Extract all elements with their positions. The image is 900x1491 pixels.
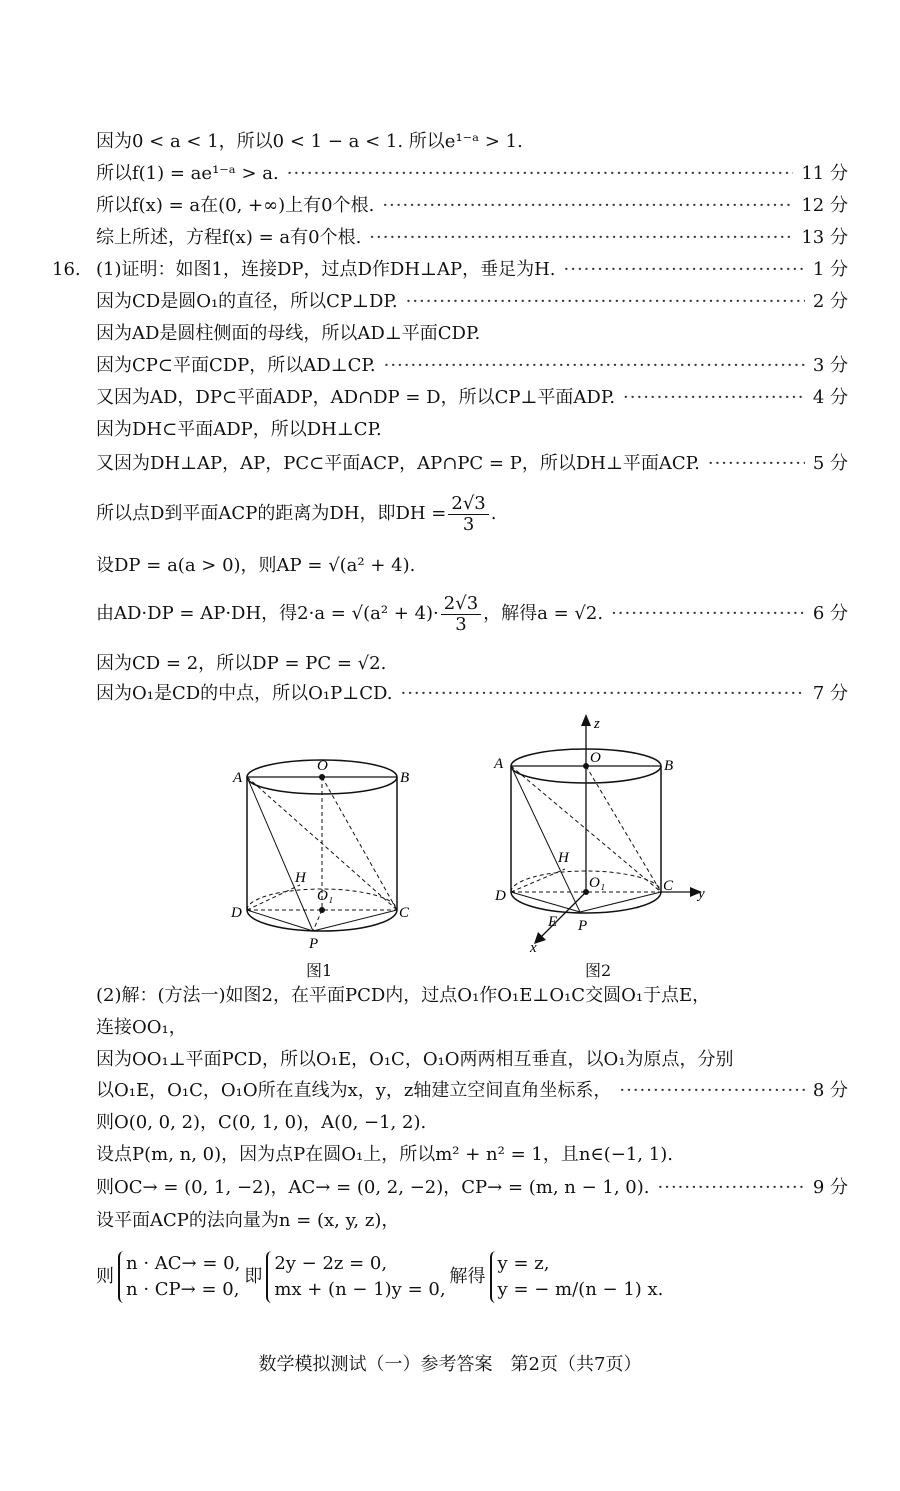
fig1-label-P: P: [309, 936, 319, 952]
fig2-label-A: A: [494, 756, 504, 772]
part2-line-7: 则OC→ = (0, 1, −2)，AC→ = (0, 2, −2)，CP→ = (m, n − 1, 0). ····· 9 分: [96, 1172, 848, 1204]
text-line-3: 所以f(x) = a在(0, +∞)上有0个根. ····· 12 分: [96, 190, 848, 222]
system-1: n · AC→ = 0, n · CP→ = 0,: [118, 1251, 240, 1303]
part2-line-2: 连接OO₁，: [96, 1017, 187, 1038]
fig2-label-P: P: [578, 918, 588, 934]
problem-number: 16.: [52, 259, 81, 280]
part2-line-1: (2)解：(方法一)如图2，在平面PCD内，过点O₁作O₁E⊥O₁C交圆O₁于点E，: [96, 985, 711, 1006]
text-line-11: 又因为DH⊥AP，AP，PC⊂平面ACP，AP∩PC = P，所以DH⊥平面ACP. ····· 5 分: [96, 448, 848, 480]
text-line-4: 综上所述，方程f(x) = a有0个根. ····· 13 分: [96, 222, 848, 254]
part2-line-3: 因为OO₁⊥平面PCD，所以O₁E，O₁C，O₁O两两相互垂直，以O₁为原点，分别: [96, 1049, 734, 1070]
fig2-label-O1: O₁: [589, 875, 606, 891]
fig1-label-D: D: [231, 905, 242, 921]
text-line-2: 所以f(1) = ae¹⁻ᵃ > a. ····· 11 分: [96, 158, 848, 190]
fig2-label-z: z: [594, 716, 600, 732]
part2-line-5: 则O(0, 0, 2)，C(0, 1, 0)，A(0, −1, 2).: [96, 1112, 427, 1133]
text-line-10: 因为DH⊂平面ADP，所以DH⊥CP.: [96, 419, 382, 440]
fig2-label-D: D: [495, 888, 506, 904]
fig2-label-y: y: [698, 886, 705, 902]
system-3: y = z, y = − m/(n − 1) x.: [490, 1251, 664, 1303]
text-line-5: (1)证明：如图1，连接DP，过点D作DH⊥AP，垂足为H. ····· 1 分: [96, 254, 848, 286]
figure-2-caption: 图2: [585, 961, 612, 980]
part2-line-6: 设点P(m, n, 0)，因为点P在圆O₁上，所以m² + n² = 1，且n∈(−1, 1).: [96, 1144, 673, 1165]
fig2-label-B: B: [664, 758, 674, 774]
part2-line-8: 设平面ACP的法向量为n = (x, y, z)，: [96, 1210, 400, 1231]
fig2-label-x: x: [530, 940, 537, 956]
fig1-label-O1: O₁: [317, 888, 334, 904]
fig1-label-H: H: [295, 870, 306, 886]
figure-2-cylinder-coords: [490, 712, 720, 957]
text-line-6: 因为CD是圆O₁的直径，所以CP⊥DP. ····· 2 分: [96, 286, 848, 318]
fig2-label-O: O: [590, 750, 601, 766]
fig1-label-B: B: [400, 770, 410, 786]
fig1-label-O: O: [317, 758, 328, 774]
text-line-8: 因为CP⊂平面CDP，所以AD⊥CP. ····· 3 分: [96, 350, 848, 382]
figure-1-cylinder: [225, 750, 425, 955]
part2-line-4: 以O₁E，O₁C，O₁O所在直线为x，y，z轴建立空间直角坐标系， ····· 8 分: [96, 1075, 848, 1107]
fig2-label-H: H: [558, 850, 569, 866]
text-line-13: 因为O₁是CD的中点，所以O₁P⊥CD. ····· 7 分: [96, 678, 848, 710]
text-line-9: 又因为AD，DP⊂平面ADP，AD∩DP = D，所以CP⊥平面ADP. ····· 4 分: [96, 382, 848, 414]
fig1-label-A: A: [233, 770, 243, 786]
equation-system-line: 则 n · AC→ = 0, n · CP→ = 0, 即 2y − 2z = 0, mx + (n − 1)y = 0, 解得 y = z, y = − m/(n − 1) x.: [96, 1245, 848, 1309]
figure-1-caption: 图1: [306, 961, 333, 980]
page-footer: 数学模拟测试（一）参考答案 第2页（共7页）: [258, 1354, 642, 1375]
set-line: 设DP = a(a > 0)，则AP = √(a² + 4).: [96, 555, 416, 576]
solve-line: 由AD·DP = AP·DH，得2·a = √(a² + 4)· $\frac{2√3}{3}$ ，解得a = √2. ····· 6 分: [96, 592, 848, 636]
fig2-label-C: C: [663, 878, 674, 894]
text-line-1: 因为0 < a < 1，所以0 < 1 − a < 1. 所以e¹⁻ᵃ > 1.: [96, 131, 523, 152]
text-line-7: 因为AD是圆柱侧面的母线，所以AD⊥平面CDP.: [96, 323, 481, 344]
distance-line: 所以点D到平面ACP的距离为DH，即DH = $\frac{2√3}{3}$ .: [96, 492, 497, 535]
system-2: 2y − 2z = 0, mx + (n − 1)y = 0,: [266, 1251, 445, 1303]
fig1-label-C: C: [399, 905, 410, 921]
text-line-12: 因为CD = 2，所以DP = PC = √2.: [96, 653, 387, 674]
fig2-label-E: E: [548, 914, 558, 930]
